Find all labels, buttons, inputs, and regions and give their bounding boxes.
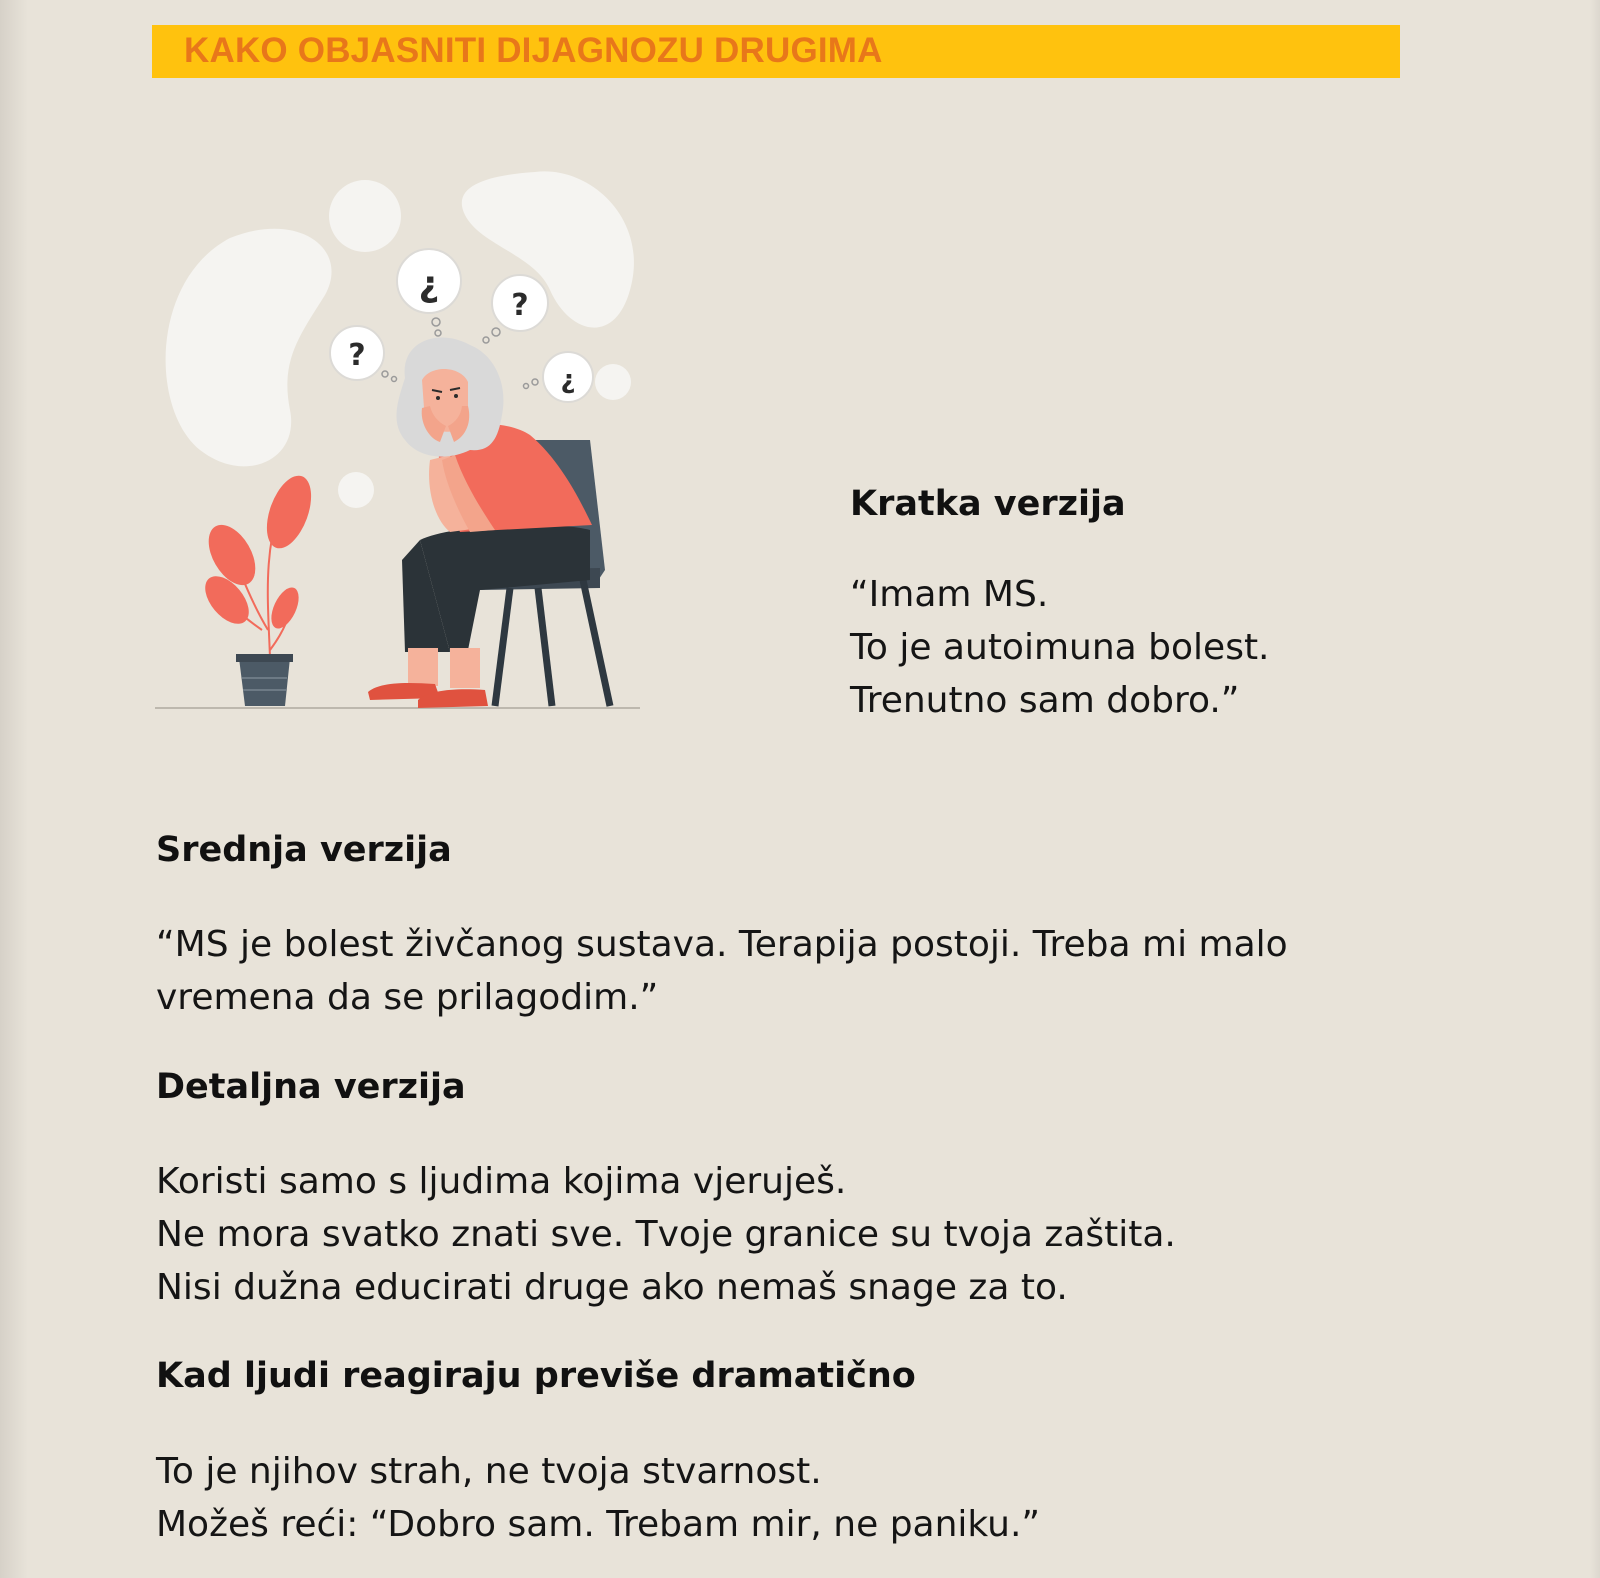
detailed-version-line: Koristi samo s ljudima kojima vjeruješ.: [156, 1161, 847, 1202]
dramatic-reaction-text: [156, 1445, 1040, 1551]
page-edge-shadow-right: [1590, 0, 1600, 1578]
medium-version-heading: Srednja verzija: [156, 830, 452, 870]
detailed-version-text: [156, 1155, 1176, 1314]
worried-woman-illustration: [150, 160, 660, 730]
dramatic-reaction-heading: Kad ljudi reagiraju previše dramatično: [156, 1356, 916, 1396]
medium-version-line: vremena da se prilagodim.”: [156, 977, 659, 1018]
question-mark-4: ¿: [560, 365, 576, 395]
detailed-version-line: Nisi dužna educirati druge ako nemaš snage za to.: [156, 1267, 1068, 1308]
short-version-line: Trenutno sam dobro.”: [850, 680, 1240, 721]
medium-version-text: [156, 918, 1288, 1024]
dramatic-reaction-line: Možeš reći: “Dobro sam. Trebam mir, ne paniku.”: [156, 1504, 1041, 1545]
short-version-text: [850, 568, 1270, 727]
medium-version-line: “MS je bolest živčanog sustava. Terapija postoji. Treba mi malo: [156, 924, 1288, 965]
page-edge-shadow-left: [0, 0, 28, 1578]
question-mark-2: ?: [511, 288, 529, 323]
detailed-version-heading: Detaljna verzija: [156, 1067, 466, 1107]
page-title: KAKO OBJASNITI DIJAGNOZU DRUGIMA: [184, 31, 883, 70]
question-mark-3: ?: [348, 338, 366, 373]
question-mark-1: ¿: [418, 264, 440, 305]
plant-icon: [197, 470, 320, 706]
title-banner: [152, 25, 1400, 78]
detailed-version-line: Ne mora svatko znati sve. Tvoje granice su tvoja zaštita.: [156, 1214, 1176, 1255]
short-version-line: To je autoimuna bolest.: [850, 627, 1270, 668]
dramatic-reaction-line: To je njihov strah, ne tvoja stvarnost.: [156, 1451, 822, 1492]
short-version-line: “Imam MS.: [850, 574, 1049, 615]
short-version-heading: Kratka verzija: [850, 484, 1126, 524]
